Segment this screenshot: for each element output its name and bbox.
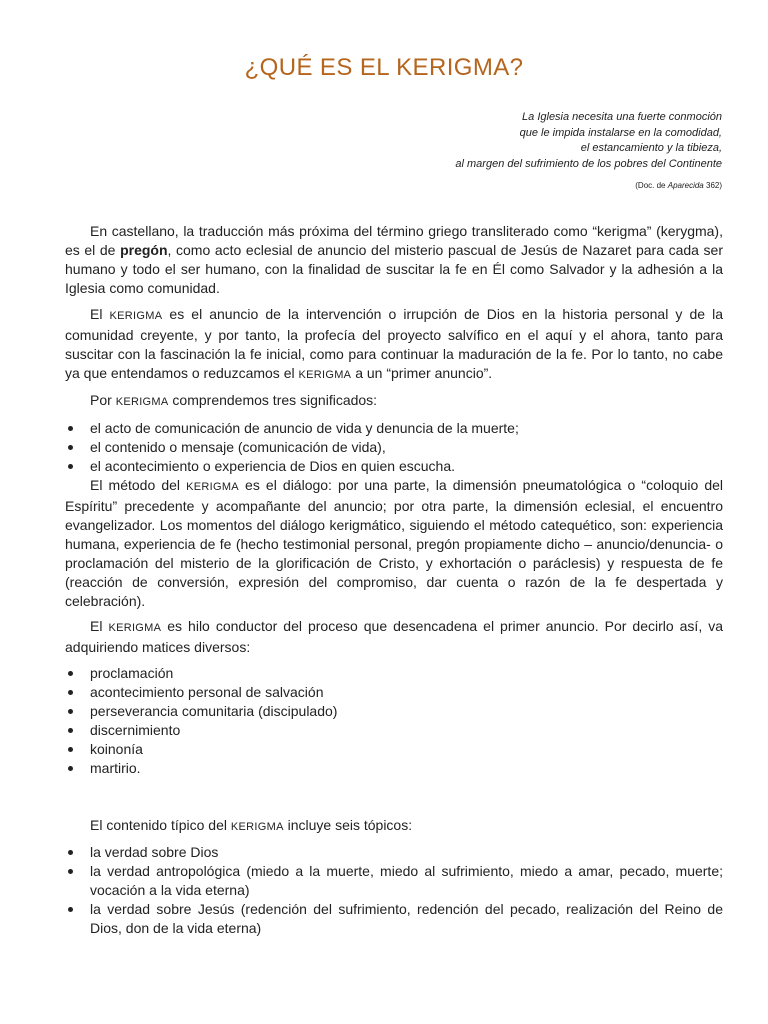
paragraph-translation — [65, 222, 723, 298]
list-item — [90, 419, 723, 438]
paragraph-nuances-intro — [65, 617, 723, 657]
paragraph-meanings-intro — [65, 391, 723, 412]
list-item — [90, 900, 723, 938]
bullet-marker — [68, 671, 73, 676]
list-item — [90, 740, 723, 759]
list-item — [90, 438, 723, 457]
paragraph-text: , como acto eclesial de anuncio del misterio pascual de Jesús de Nazaret para cada ser humano y todo el ser humano, con la finalidad de suscitar la fe en Él como Salvador y la adhesión a la Iglesia como comunidad. — [65, 242, 723, 296]
kerigma-term: KERIGMA — [108, 622, 162, 634]
list-item — [90, 759, 723, 778]
list-item — [90, 457, 723, 476]
paragraph-text: a un “primer anuncio”. — [351, 364, 493, 381]
list-item-text: el acontecimiento o experiencia de Dios en quien escucha. — [90, 457, 456, 474]
list-item-text: la verdad sobre Dios — [90, 844, 219, 860]
kerigma-term: KERIGMA — [186, 480, 239, 493]
paragraph-definition — [65, 305, 723, 385]
list-item — [90, 721, 723, 740]
list-item-text: martirio. — [90, 759, 141, 776]
list-item-text: koinonía — [90, 740, 143, 757]
list-item — [90, 843, 723, 862]
epigraph-line: al margen del sufrimiento de los pobres del Continente — [455, 157, 722, 170]
list-item — [90, 664, 723, 683]
paragraph-text: El — [90, 305, 110, 322]
list-item-text: perseverancia comunitaria (discipulado) — [90, 702, 338, 719]
list-item-text: la verdad sobre Jesús (redención del sufrimiento, redención del pecado, realización del Reino de Dios, don de la vida eterna) — [90, 901, 723, 936]
paragraph-text: es hilo conductor del proceso que desencadena el primer anuncio. Por decirlo así, va adquiriendo matices diversos: — [65, 618, 723, 655]
bullet-marker — [68, 445, 73, 450]
paragraph-text: En castellano, la traducción más próxima del término griego transliterado como “kerigma” (kerygma), es el de — [65, 223, 723, 258]
paragraph-topics-intro — [65, 816, 723, 837]
epigraph-line: La Iglesia necesita una fuerte conmoción — [522, 111, 722, 123]
list-item-text: proclamación — [90, 664, 174, 681]
bullet-marker — [68, 728, 73, 733]
paragraph-text: es el diálogo: por una parte, la dimensión pneumatológica o “coloquio del Espíritu” precedente y acompañante del anuncio; por otra parte, la dimensión eclesial, el encuentro evangelizador. Los momentos del diálogo kerigmático, siguiendo el método catequético, son: experiencia humana, experiencia de fe (hecho testimonial personal, pregón propiamente dicho – anuncio/denuncia- o proclamación del misterio de la glorificación de Cristo, y exhortación o paráclesis) y respuesta de fe (reacción de conversión, expresión del compromiso, dar cuenta o razón de la fe despertada y celebración). — [65, 476, 723, 609]
epigraph-line: que le impida instalarse en la comodidad, — [519, 126, 722, 139]
paragraph-text: El — [90, 618, 109, 634]
topics-list — [65, 843, 723, 938]
kerigma-term: KERIGMA — [115, 396, 169, 408]
list-item-text: acontecimiento personal de salvación — [90, 683, 324, 700]
list-item-text: la verdad antropológica (miedo a la muerte, miedo al sufrimiento, miedo a amar, pecado, muerte; vocación a la vida eterna) — [90, 863, 723, 898]
document-body — [65, 222, 723, 938]
bullet-marker — [68, 766, 73, 771]
citation-work-title: Aparecida — [667, 181, 704, 190]
kerigma-term: KERIGMA — [230, 820, 284, 833]
meanings-list — [65, 419, 723, 476]
bullet-marker — [68, 464, 73, 469]
bullet-marker — [68, 747, 73, 752]
list-item — [90, 862, 723, 900]
epigraph-citation — [302, 180, 722, 192]
paragraph-text: incluye seis tópicos: — [283, 816, 413, 833]
kerigma-term: KERIGMA — [298, 368, 352, 381]
bullet-marker — [68, 709, 73, 714]
emphasized-word: pregón — [120, 242, 168, 258]
citation-prefix: (Doc. de — [635, 181, 668, 190]
epigraph-line: el estancamiento y la tibieza, — [580, 142, 722, 154]
paragraph-text: es el anuncio de la intervención o irrupción de Dios en la historia personal y de la comunidad creyente, y por tanto, la profecía del proyecto salvífico en el aquí y el ahora, tanto para suscitar con la fascinación la fe inicial, como para continuar la maduración de la fe. Por lo tanto, no cabe ya que entendamos o reduzcamos el — [65, 305, 723, 381]
paragraph-text: El método del — [90, 476, 187, 493]
list-item — [90, 683, 723, 702]
paragraph-text: El contenido típico del — [90, 816, 231, 833]
citation-suffix: 362) — [703, 181, 722, 190]
epigraph-quote — [302, 110, 722, 192]
paragraph-text: Por — [90, 392, 116, 408]
bullet-marker — [68, 690, 73, 695]
bullet-marker — [68, 907, 73, 912]
list-item-text: el contenido o mensaje (comunicación de vida), — [90, 438, 386, 455]
bullet-marker — [68, 426, 73, 431]
bullet-marker — [68, 869, 73, 874]
paragraph-method — [65, 476, 723, 611]
list-item — [90, 702, 723, 721]
kerigma-term: KERIGMA — [109, 309, 163, 322]
list-item-text: discernimiento — [90, 721, 181, 738]
page-title: ¿QUÉ ES EL KERIGMA? — [244, 54, 524, 81]
list-item-text: el acto de comunicación de anuncio de vida y denuncia de la muerte; — [90, 419, 519, 436]
nuances-list — [65, 664, 723, 778]
bullet-marker — [68, 850, 73, 855]
paragraph-text: comprendemos tres significados: — [168, 392, 378, 408]
